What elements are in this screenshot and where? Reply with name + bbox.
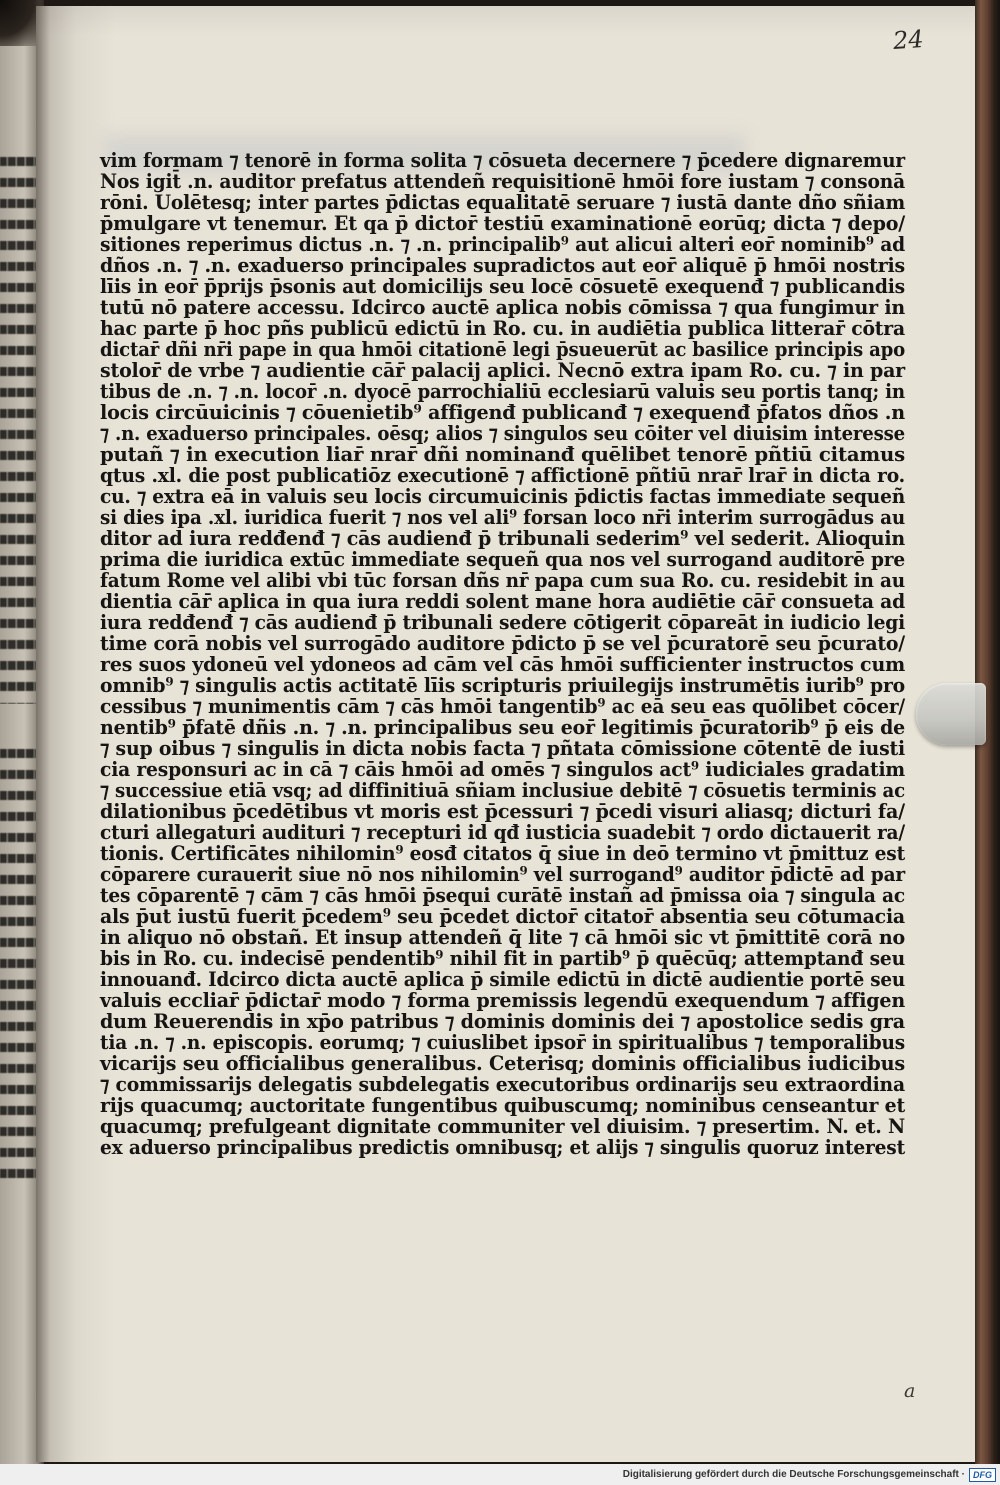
text-line: als p̄ut iustū fuerit p̄cedem⁹ seu p̄cedet dictor̄ citator̄ absentia seu cōtumacia bbox=[100, 904, 905, 928]
text-line: in aliquo nō obstañ. Et insup attendeñ q̄ lite ⁊ cā hmōi sic vt p̄mittitē corā no bbox=[100, 925, 905, 949]
text-line: dños .n. ⁊ .n. exaduerso principales supradictos aut eor̄ aliquē p̄ hmōi nostris bbox=[100, 253, 905, 277]
text-line: līis in eor̄ p̄prijs p̄sonis aut domicilijs seu locē cōsuetē exequenđ ⁊ publicandis bbox=[100, 274, 905, 298]
text-line: quacumq; prefulgeant dignitate communiter vel diuisim. ⁊ presertim. N. et. N bbox=[100, 1114, 905, 1138]
text-line: ex aduerso principalibus predictis omnibusq; et alijs ⁊ singulis quoruz interest bbox=[100, 1135, 905, 1159]
text-line: tia .n. ⁊ .n. episcopis. eorumq; ⁊ cuiuslibet ipsor̄ in spiritualibus ⁊ temporalibus bbox=[100, 1030, 905, 1054]
text-line: fatum Rome vel alibi vbi tūc forsan dñs nr̄ papa cum sua Ro. cu. residebit in au bbox=[100, 568, 905, 592]
text-line: vicarijs seu officialibus generalibus. Ceterisq; dominis officialibus iudicibus bbox=[100, 1051, 905, 1075]
facing-page-text-fragment bbox=[0, 744, 36, 1184]
text-line: tes cōparentē ⁊ cām ⁊ cās hmōi p̄sequi curātē instañ ad p̄missa oia ⁊ singula ac bbox=[100, 883, 905, 907]
text-line: hac parte p̄ hoc pñs publicū edictū in Ro. cu. in audiētia publica litterar̄ cōtra bbox=[100, 316, 905, 340]
facing-page-text-fragment bbox=[0, 152, 36, 704]
text-line: dilationibus p̄cedētibus vt moris est p̄cessuri ⁊ p̄cedi visuri aliasq; dicturi fa/ bbox=[100, 799, 905, 823]
text-line: dientia cār̄ aplica in qua iura reddi solent mane hora audiētie cār̄ consueta ad bbox=[100, 589, 905, 613]
text-line: time corā nobis vel surrogādo auditore p̄dicto p̄ se vel p̄curatorē seu p̄curato/ bbox=[100, 631, 905, 655]
text-line: iura redđenđ ⁊ cās audienđ p̄ tribunali sedere cōtigerit cōpareāt in iudicio legi bbox=[100, 610, 905, 634]
dfg-logo[interactable]: DFG bbox=[969, 1468, 996, 1482]
text-line: dictar̄ dñi nr̄i pape in qua hmōi citationē legi p̄sueuerūt ac basilice principis apo bbox=[100, 337, 905, 361]
text-line: cu. ⁊ extra eā in valuis seu locis circumuicinis p̄dictis factas immediate sequeñ bbox=[100, 484, 905, 508]
text-line: p̄mulgare vt tenemur. Et qa p̄ dictor̄ testiū examinationē eorūq; dicta ⁊ depo/ bbox=[100, 211, 905, 235]
text-line: dum Reuerendis in xp̄o patribus ⁊ dominis dominis dei ⁊ apostolice sedis gra bbox=[100, 1009, 905, 1033]
text-line: si dies ipa .xl. iuridica fuerit ⁊ nos vel ali⁹ forsan loco nr̄i interim surrogādus au bbox=[100, 505, 905, 529]
text-line: innouanđ. Idcirco dicta auctē aplica p̄ simile edictū in dictē audientie portē seu bbox=[100, 967, 905, 991]
text-line: ⁊ sup oibus ⁊ singulis in dicta nobis facta ⁊ pñtata cōmissione cōtentē de iusti bbox=[100, 736, 905, 760]
footer-credit[interactable]: Digitalisierung gefördert durch die Deutsche Forschungsgemeinschaft · bbox=[622, 1469, 965, 1480]
text-line: putañ ⁊ in execution liar̄ nrar̄ dñi nominanđ quēlibet tenorē pñtiū citamus bbox=[100, 442, 905, 466]
text-line: rijs quacumq; auctoritate fungentibus quibuscumq; nominibus censeantur et bbox=[100, 1093, 905, 1117]
text-line: bis in Ro. cu. indecisē pendentib⁹ nihil fit in partib⁹ p̄ quēcūq; attemptanđ seu bbox=[100, 946, 905, 970]
text-line: res suos ydoneū vel ydoneos ad cām vel cās hmōi sufficienter instructos cum bbox=[100, 652, 905, 676]
text-line: tionis. Certificātes nihilomin⁹ eosđ citatos q̄ siue in deō termino vt p̄mittuz est bbox=[100, 841, 905, 865]
text-line: valuis eccliar̄ p̄dictar̄ modo ⁊ forma premissis legendū exequendum ⁊ affigen bbox=[100, 988, 905, 1012]
text-line: rōni. Uolētesq; inter partes p̄dictas equalitatē seruare ⁊ iustā dante dño sñiam bbox=[100, 190, 905, 214]
text-line: Nos igit̄ .n. auditor prefatus attendeñ requisitionē hmōi fore iustam ⁊ consonā bbox=[100, 169, 905, 193]
text-line: tutū nō patere accessu. Idcirco auctē aplica nobis cōmissa ⁊ qua fungimur in bbox=[100, 295, 905, 319]
text-line: cōparere curauerit siue nō nos nihilomin⁹ vel surrogand⁹ auditor p̄dictē ad par bbox=[100, 862, 905, 886]
text-line: stolor̄ de vrbe ⁊ audientie cār̄ palacij aplici. Necnō extra ipam Ro. cu. ⁊ in par bbox=[100, 358, 905, 382]
text-line: omnib⁹ ⁊ singulis actis actitatē līis scripturis priuilegijs instrumētis iurib⁹ pro bbox=[100, 673, 905, 697]
text-line: prima die iuridica extūc immediate sequeñ qua nos vel surrogand auditorē pre bbox=[100, 547, 905, 571]
text-line: cessibus ⁊ munimentis cām ⁊ cās hmōi tangentib⁹ ac eā seu eas quōlibet cōcer/ bbox=[100, 694, 905, 718]
text-line: cturi allegaturi audituri ⁊ recepturi id qđ iusticia suadebit ⁊ ordo dictauerit ra/ bbox=[100, 820, 905, 844]
text-line: sitiones reperimus dictus .n. ⁊ .n. principalib⁹ aut alicui alteri eor̄ nominib⁹ ad bbox=[100, 232, 905, 256]
text-line: ditor ad iura redđenđ ⁊ cās audienđ p̄ tribunali sederim⁹ vel sederit. Alioquin bbox=[100, 526, 905, 550]
text-line: qtus .xl. die post publicatiōz executionē ⁊ affictionē pñtiū nrar̄ lrar̄ in dicta ro. bbox=[100, 463, 905, 487]
text-line: tibus de .n. ⁊ .n. locor̄ .n. dyocē parrochialiū ecclesiarū valuis seu portis tanq; in bbox=[100, 379, 905, 403]
text-line: ⁊ commissarijs delegatis subdelegatis executoribus ordinarijs seu extraordina bbox=[100, 1072, 905, 1096]
folio-number: 24 bbox=[892, 24, 925, 56]
text-line: cia responsuri ac in cā ⁊ cāis hmōi ad omēs ⁊ singulos act⁹ iudiciales gradatim bbox=[100, 757, 905, 781]
signature-mark: a bbox=[904, 1380, 916, 1402]
text-line: ⁊ .n. exaduerso principales. oēsq; alios ⁊ singulos seu cōiter vel diuisim interesse bbox=[100, 421, 905, 445]
text-line: nentib⁹ p̄fatē dñis .n. ⁊ .n. principalibus seu eor̄ legitimis p̄curatorib⁹ p̄ eis de bbox=[100, 715, 905, 739]
document-page bbox=[36, 6, 976, 1462]
text-line: vim formam ⁊ tenorē in forma solita ⁊ cōsueta decernere ⁊ p̄cedere dignaremur bbox=[100, 148, 905, 172]
footer-bar bbox=[0, 1464, 1000, 1485]
text-block bbox=[100, 150, 905, 1158]
text-line: locis circūuicinis ⁊ cōuenietib⁹ affigenđ publicanđ ⁊ exequenđ p̄fatos dños .n bbox=[100, 400, 905, 424]
page-clip bbox=[916, 683, 986, 745]
text-line: ⁊ successiue etiā vsq; ad diffinitiuā sñiam inclusiue debitē ⁊ cōsuetis terminis ac bbox=[100, 778, 905, 802]
